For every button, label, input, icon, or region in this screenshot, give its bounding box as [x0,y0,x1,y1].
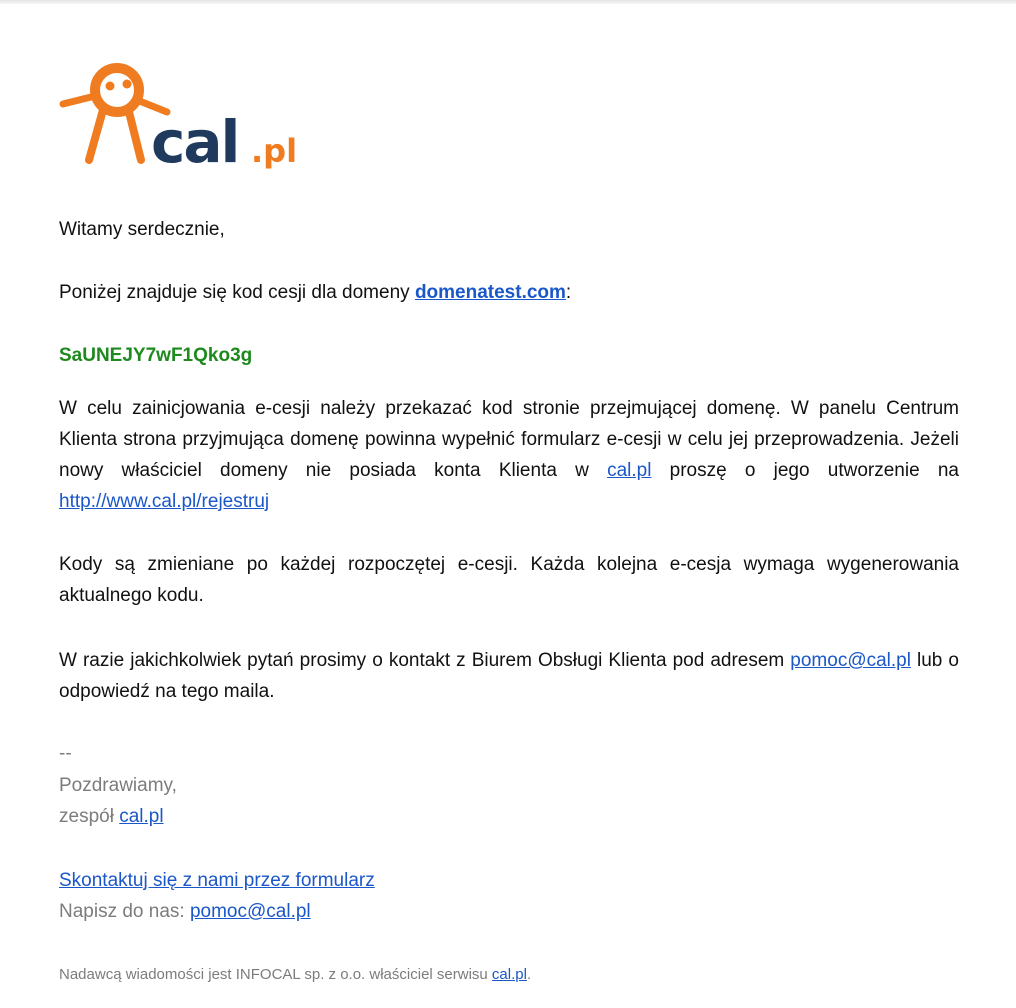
write-email-link[interactable]: pomoc@cal.pl [189,901,311,922]
team-prefix: zespół [59,806,120,827]
signature-regards: Pozdrawiamy, [59,775,177,796]
transfer-code: SaUNEJY7wF1Qko3g [59,345,253,366]
greeting: Witamy serdecznie, [59,219,225,240]
signature-team [59,801,959,832]
contact-text: W razie jakichkolwiek pytań prosimy o kontakt z Biurem Obsługi Klienta pod adresem [59,650,791,671]
support-email-link[interactable]: pomoc@cal.pl [790,650,911,671]
intro-text: Poniżej znajduje się kod cesji dla domeny [59,282,415,303]
paragraph-contact [59,645,959,707]
top-divider [0,0,1016,4]
logo-tld: .pl [251,132,298,170]
write-to-us-line [59,896,959,927]
instructions-text: W celu zainicjowania e-cesji należy przekazać kod stronie przejmującej domenę. W panelu Centrum Klienta strona przyjmująca domenę powinna wypełnić formularz e-cesji w celu jej przeprowadzenia. Jeżeli nowy właściciel domeny nie posiada konta Klienta w [59,398,959,481]
logo-wordmark: cal [151,108,239,176]
team-cal-pl-link[interactable]: cal.pl [119,806,164,827]
footer-cal-pl-link[interactable]: cal.pl [491,966,527,983]
paragraph-codes: Kody są zmieniane po każdej rozpoczętej e-cesji. Każda kolejna e-cesja wymaga wygenerowania aktualnego kodu. [59,554,959,606]
transfer-code-line [59,340,959,371]
write-prefix: Napisz do nas: [59,901,190,922]
cal-pl-link[interactable]: cal.pl [607,460,652,481]
domain-link[interactable]: domenatest.com [414,282,566,303]
signature-dashes: -- [59,743,72,764]
paragraph-instructions [59,393,959,517]
register-link[interactable]: http://www.cal.pl/rejestruj [59,491,270,512]
contact-form-link[interactable]: Skontaktuj się z nami przez formularz [59,870,375,891]
contact-text-2: lub o odpowiedź na tego maila. [59,650,959,702]
footer-sender-note [59,962,531,988]
footer-text: Nadawcą wiadomości jest INFOCAL sp. z o.o. właściciel serwisu [59,966,492,983]
intro-line [59,277,959,308]
instructions-text-2: proszę o jego utworzenie na [651,460,959,481]
cal-pl-logo [59,64,298,176]
contact-form-line [59,865,959,896]
intro-suffix: : [565,282,572,303]
footer-suffix: . [526,966,532,983]
